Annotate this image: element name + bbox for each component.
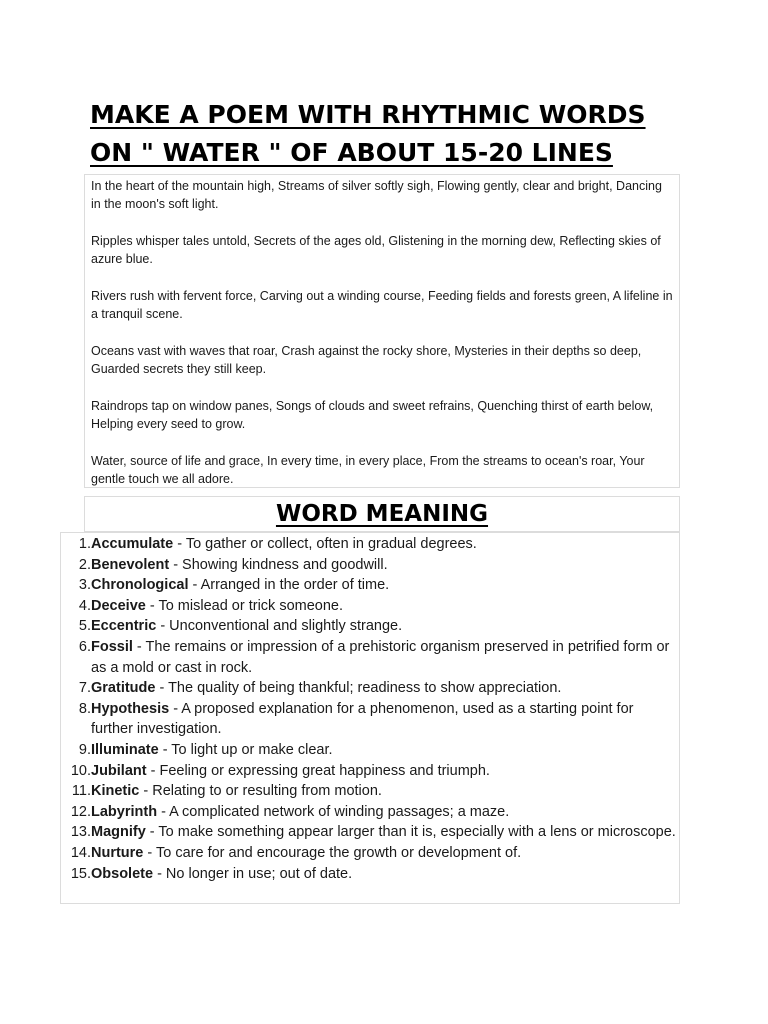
list-item-content (91, 596, 679, 617)
list-item-number: 5. (78, 618, 91, 635)
list-item (61, 575, 679, 596)
list-item-number: 15. (70, 865, 91, 882)
word-term: Labyrinth (91, 803, 158, 820)
list-item-number: 3. (78, 577, 91, 594)
word-definition: - Showing kindness and goodwill. (169, 556, 388, 573)
list-item (61, 699, 679, 740)
word-definition: - To light up or make clear. (158, 741, 333, 758)
list-item-content (91, 802, 679, 823)
poem-stanza: Raindrops tap on window panes, Songs of clouds and sweet refrains, Quenching thirst of earth below, Helping every seed to grow. (91, 399, 654, 431)
word-term: Gratitude (91, 680, 156, 697)
word-term: Magnify (91, 824, 146, 841)
word-meaning-heading-box (84, 496, 680, 532)
word-term: Eccentric (91, 618, 157, 635)
word-definition: - To make something appear larger than it is, especially with a lens or microscope. (145, 824, 676, 841)
list-item-content (91, 534, 679, 555)
list-item (61, 864, 679, 885)
word-definition: - A complicated network of winding passages; a maze. (157, 803, 510, 820)
list-item-content (91, 555, 679, 576)
list-item-number: 2. (78, 556, 91, 573)
list-item-number: 7. (78, 680, 91, 697)
list-item-content (91, 781, 679, 802)
list-item-content (91, 699, 679, 740)
list-item (61, 740, 679, 761)
word-definition: - No longer in use; out of date. (153, 865, 353, 882)
word-definition: - A proposed explanation for a phenomenon, used as a starting point for further investigation. (91, 700, 634, 738)
poem-box (84, 174, 680, 488)
word-term: Jubilant (91, 762, 147, 779)
word-term: Fossil (91, 638, 133, 655)
list-item (61, 843, 679, 864)
list-item-content (91, 761, 679, 782)
list-item (61, 555, 679, 576)
list-item (61, 534, 679, 555)
list-item-content (91, 740, 679, 761)
list-item-content (91, 864, 679, 885)
list-item-content (91, 843, 679, 864)
list-item-number: 1. (78, 536, 91, 552)
word-term: Nurture (91, 844, 144, 861)
word-meaning-list (60, 532, 680, 904)
list-item-number: 13. (70, 824, 91, 841)
list-item-number: 12. (70, 803, 91, 820)
word-definition: - Relating to or resulting from motion. (139, 783, 382, 800)
word-term: Obsolete (91, 865, 154, 882)
list-item-content (91, 616, 679, 637)
word-term: Accumulate (91, 536, 174, 552)
list-item-number: 6. (78, 638, 91, 655)
list-item (61, 637, 679, 678)
poem-stanza: Oceans vast with waves that roar, Crash against the rocky shore, Mysteries in their depths so deep, Guarded secrets they still keep. (91, 344, 642, 376)
word-term: Chronological (91, 577, 189, 594)
word-definition: - To mislead or trick someone. (145, 597, 343, 614)
word-definition: - Arranged in the order of time. (188, 577, 390, 594)
list-item-number: 4. (78, 597, 91, 614)
list-item-number: 10. (70, 762, 91, 779)
poem-stanza: Rivers rush with fervent force, Carving out a winding course, Feeding fields and forests green, A lifeline in a tranquil scene. (91, 289, 673, 321)
word-definition: - To gather or collect, often in gradual degrees. (173, 536, 477, 552)
word-term: Kinetic (91, 783, 140, 800)
poem-stanza: In the heart of the mountain high, Streams of silver softly sigh, Flowing gently, clear and bright, Dancing in the moon's soft light. (91, 179, 662, 211)
list-item (61, 596, 679, 617)
word-term: Illuminate (91, 741, 159, 758)
list-item (61, 802, 679, 823)
poem-stanza: Water, source of life and grace, In every time, in every place, From the streams to ocean's roar, Your gentle touch we all adore. (91, 454, 645, 486)
list-item-number: 11. (71, 783, 91, 800)
word-term: Hypothesis (91, 700, 170, 717)
list-item (61, 678, 679, 699)
list-item (61, 761, 679, 782)
list-item (61, 616, 679, 637)
poem-stanza: Ripples whisper tales untold, Secrets of the ages old, Glistening in the morning dew, Reflecting skies of azure blue. (91, 234, 661, 266)
word-definition: - The quality of being thankful; readiness to show appreciation. (155, 680, 562, 697)
word-term: Benevolent (91, 556, 170, 573)
word-definition: - To care for and encourage the growth or development of. (143, 844, 522, 861)
list-item-number: 14. (70, 844, 91, 861)
list-item-content (91, 637, 679, 678)
word-definition: - The remains or impression of a prehistoric organism preserved in petrified form or as a mold or cast in rock. (91, 638, 670, 676)
word-definition: - Unconventional and slightly strange. (156, 618, 403, 635)
list-item-content (91, 822, 679, 843)
list-item-number: 8. (78, 700, 91, 717)
list-item-content (91, 678, 679, 699)
word-term: Deceive (91, 597, 146, 614)
list-item-number: 9. (78, 741, 91, 758)
word-meaning-heading: WORD MEANING (275, 501, 489, 527)
list-item-content (91, 575, 679, 596)
list-item (61, 822, 679, 843)
page-title: MAKE A POEM WITH RHYTHMIC WORDS ON " WATER " OF ABOUT 15-20 LINES (90, 100, 646, 167)
word-definition: - Feeling or expressing great happiness and triumph. (146, 762, 490, 779)
list-item (61, 781, 679, 802)
